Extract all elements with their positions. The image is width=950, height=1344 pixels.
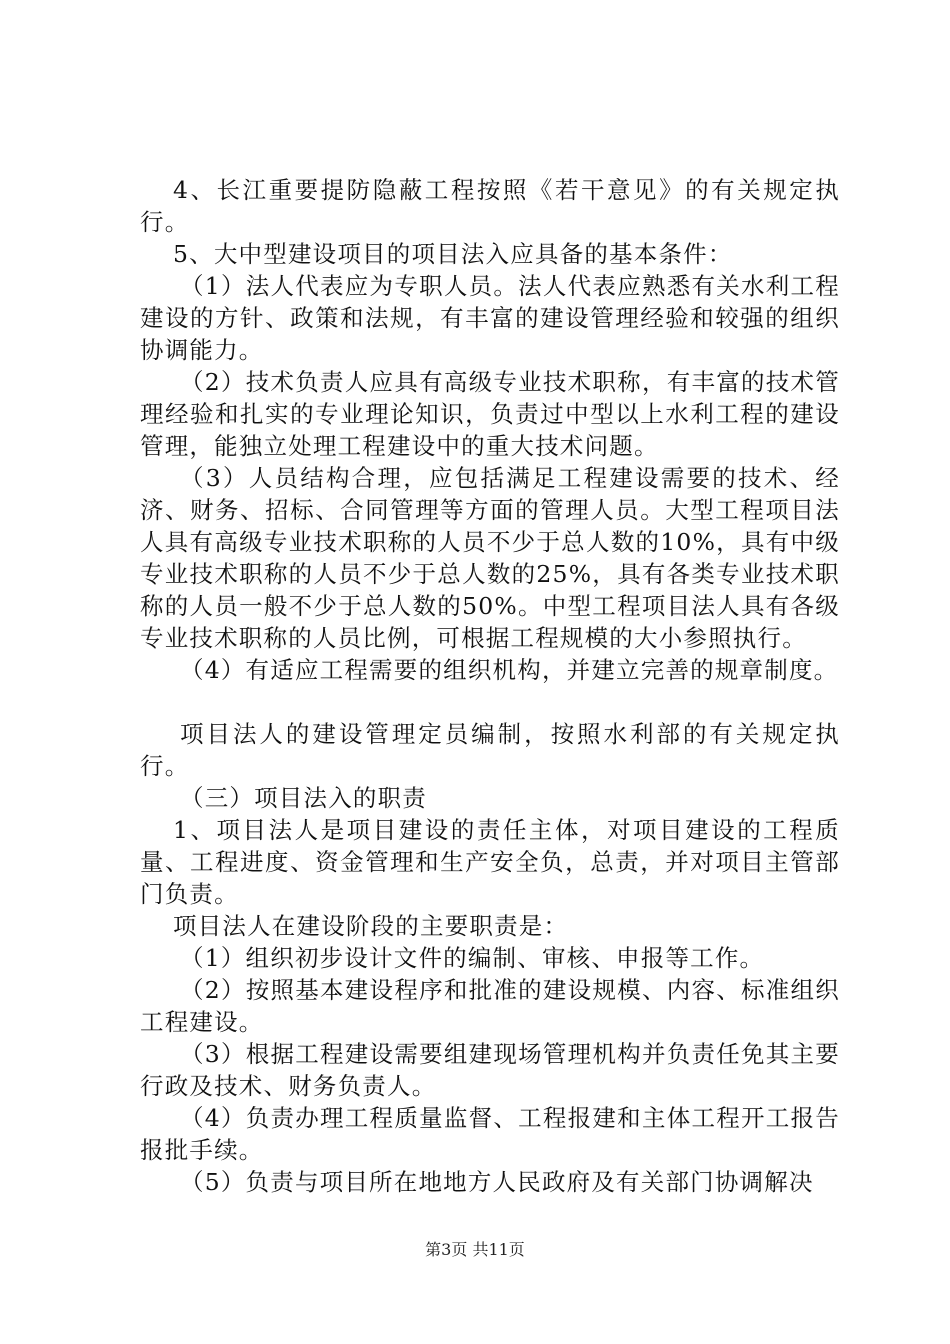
paragraph-duty-item-5: （5）负责与项目所在地地方人民政府及有关部门协调解决 — [180, 1168, 814, 1196]
paragraph-condition-2: （2）技术负责人应具有高级专业技术职称，有丰富的技术管理经验和扎实的专业理论知识，负责过中型以上水利工程的建设管理，能独立处理工程建设中的重大技术问题。 — [140, 368, 840, 460]
paragraph-condition-4: （4）有适应工程需要的组织机构，并建立完善的规章制度。 — [180, 656, 839, 684]
paragraph-duty-item-4: （4）负责办理工程质量监督、工程报建和主体工程开工报告报批手续。 — [140, 1104, 840, 1164]
paragraph-condition-1: （1）法人代表应为专职人员。法人代表应熟悉有关水利工程建设的方针、政策和法规，有丰富的建设管理经验和较强的组织协调能力。 — [140, 272, 840, 364]
page-number-footer: 第3页 共11页 — [425, 1240, 525, 1259]
paragraph-condition-3: （3）人员结构合理，应包括满足工程建设需要的技术、经济、财务、招标、合同管理等方面的管理人员。大型工程项目法人具有高级专业技术职称的人员不少于总人数的10%，具有中级专业技术职称的人员不少于总人数的25%，具有各类专业技术职称的人员一般不少于总人数的50%。中型工程项目法人具有各级专业技术职称的人员比例，可根据工程规模的大小参照执行。 — [140, 464, 840, 652]
paragraph-spacer — [140, 686, 840, 718]
document-body — [140, 174, 840, 1198]
paragraph-duty-item-1: （1）组织初步设计文件的编制、审核、申报等工作。 — [180, 944, 765, 972]
paragraph-duties-intro: 项目法人在建设阶段的主要职责是： — [173, 912, 569, 940]
paragraph-item-4: 4、长江重要提防隐蔽工程按照《若干意见》的有关规定执行。 — [140, 176, 840, 236]
paragraph-staffing: 项目法人的建设管理定员编制，按照水利部的有关规定执行。 — [140, 720, 840, 780]
paragraph-duty-item-2: （2）按照基本建设程序和批准的建设规模、内容、标准组织工程建设。 — [140, 976, 840, 1036]
paragraph-duty-item-3: （3）根据工程建设需要组建现场管理机构并负责任免其主要行政及技术、财务负责人。 — [140, 1040, 840, 1100]
paragraph-duty-1: 1、项目法人是项目建设的责任主体，对项目建设的工程质量、工程进度、资金管理和生产安全负，总责，并对项目主管部门负责。 — [140, 816, 840, 908]
paragraph-item-5: 5、大中型建设项目的项目法入应具备的基本条件： — [173, 240, 733, 268]
section-heading-duties: （三）项目法入的职责 — [180, 784, 427, 812]
